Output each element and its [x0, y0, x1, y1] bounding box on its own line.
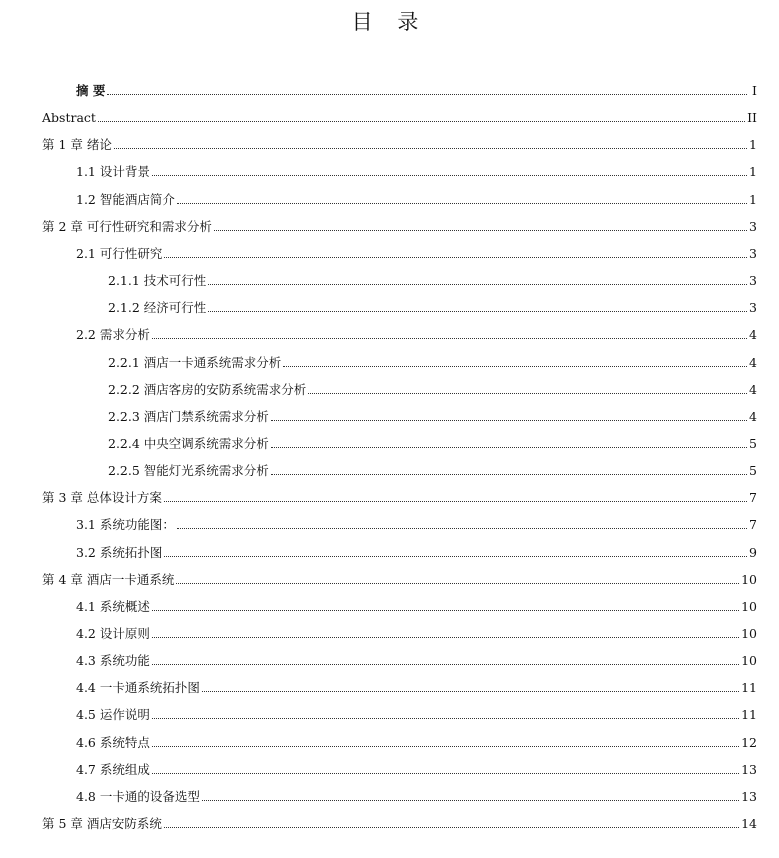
dot-leader — [152, 322, 747, 339]
dot-leader — [208, 295, 747, 312]
toc-entry-label: 4.4 一卡通系统拓扑图 — [76, 680, 200, 696]
toc-entry-page: 7 — [749, 490, 757, 506]
toc-entry-page: 1 — [749, 164, 757, 180]
dot-leader — [164, 485, 747, 502]
dot-leader — [176, 567, 739, 584]
toc-entry[interactable] — [76, 648, 757, 672]
toc-entry-label: 4.8 一卡通的设备选型 — [76, 788, 200, 804]
dot-leader — [107, 78, 747, 95]
dot-leader — [152, 702, 739, 719]
dot-leader — [152, 648, 739, 665]
dot-leader — [164, 241, 747, 258]
toc-entry[interactable] — [76, 78, 757, 102]
toc-entry-page: 10 — [741, 571, 757, 587]
toc-entry-page: 13 — [741, 788, 757, 804]
dot-leader — [164, 540, 747, 557]
toc-entry[interactable] — [76, 594, 757, 618]
toc-entry-label: 第 4 章 酒店一卡通系统 — [42, 571, 175, 587]
toc-entry[interactable] — [42, 811, 757, 835]
toc-entry[interactable] — [76, 702, 757, 726]
toc-entry[interactable] — [76, 322, 757, 346]
toc-entry[interactable] — [76, 540, 757, 564]
toc-entry-page: 5 — [749, 463, 757, 479]
dot-leader — [202, 784, 739, 801]
toc-entry-label: 1.2 智能酒店简介 — [76, 191, 175, 207]
toc-entry-label: 2.2.1 酒店一卡通系统需求分析 — [108, 354, 282, 370]
toc-entry-page: 7 — [749, 517, 757, 533]
toc-entry-page: 13 — [741, 761, 757, 777]
toc-entry[interactable] — [76, 730, 757, 754]
dot-leader — [308, 377, 747, 394]
dot-leader — [208, 268, 747, 285]
toc-entry-page: 12 — [741, 734, 757, 750]
toc-entry-label: 2.2.4 中央空调系统需求分析 — [108, 435, 269, 451]
toc-entry-page: I — [752, 83, 757, 98]
toc-entry-label: Abstract — [42, 110, 96, 126]
toc-entry-page: 9 — [749, 544, 757, 560]
toc-entry-label: 4.3 系统功能 — [76, 653, 150, 669]
toc-entry-page: 4 — [749, 381, 757, 397]
toc-entry-page: 10 — [741, 626, 757, 641]
toc-entry-label: 4.1 系统概述 — [76, 598, 150, 614]
toc-entry[interactable] — [42, 214, 757, 238]
toc-entry-label: 第 3 章 总体设计方案 — [42, 490, 162, 506]
toc-entry[interactable] — [42, 485, 757, 509]
toc-entry-label: 摘 要 — [76, 83, 106, 98]
toc-entry-label: 第 5 章 酒店安防系统 — [42, 816, 162, 832]
toc-entry-label: 4.5 运作说明 — [76, 707, 150, 723]
toc-entry-label: 2.1 可行性研究 — [76, 245, 163, 261]
dot-leader — [214, 214, 747, 231]
toc-entry-label: 第 1 章 绪论 — [42, 137, 112, 153]
dot-leader — [164, 811, 739, 828]
toc-entry-page: 10 — [741, 598, 757, 614]
toc-entry[interactable] — [76, 784, 757, 808]
dot-leader — [152, 621, 739, 638]
toc-entry[interactable] — [42, 132, 757, 156]
dot-leader — [271, 431, 747, 448]
toc-entry-page: 1 — [749, 191, 757, 207]
toc-entry[interactable] — [42, 567, 757, 591]
toc-entry-label: 2.2 需求分析 — [76, 327, 150, 343]
toc-entry-page: 11 — [741, 707, 757, 723]
toc-entry-page: 14 — [741, 816, 757, 832]
toc-entry-label: 1.1 设计背景 — [76, 164, 150, 180]
toc-entry-page: 3 — [749, 218, 757, 234]
page-title: 目 录 — [351, 10, 428, 34]
toc-entry[interactable] — [42, 105, 757, 129]
dot-leader — [152, 757, 739, 774]
toc-entry-page: 4 — [749, 408, 757, 424]
toc-entry-label: 4.2 设计原则 — [76, 626, 150, 641]
toc-entry-page: 10 — [741, 653, 757, 669]
toc-entry-label: 第 2 章 可行性研究和需求分析 — [42, 218, 212, 234]
toc-entry[interactable] — [76, 675, 757, 699]
toc-entry-label: 2.1.1 技术可行性 — [108, 273, 207, 289]
toc-entry-label: 2.2.5 智能灯光系统需求分析 — [108, 463, 269, 479]
toc-entry[interactable] — [108, 431, 757, 455]
dot-leader — [152, 159, 747, 176]
toc-entry[interactable] — [108, 404, 757, 428]
toc-entry[interactable] — [76, 512, 757, 536]
toc-entry[interactable] — [108, 458, 757, 482]
toc-entry[interactable] — [76, 187, 757, 211]
toc-entry-label: 2.1.2 经济可行性 — [108, 300, 207, 316]
toc-entry[interactable] — [108, 377, 757, 401]
dot-leader — [271, 404, 747, 421]
dot-leader — [202, 675, 739, 692]
toc-entry-page: 4 — [749, 327, 757, 343]
toc-entry[interactable] — [76, 159, 757, 183]
dot-leader — [152, 730, 739, 747]
toc-entry[interactable] — [76, 241, 757, 265]
dot-leader — [177, 187, 747, 204]
toc-entry-page: 3 — [749, 273, 757, 289]
toc-entry-page: 5 — [749, 435, 757, 451]
toc-entry-label: 3.2 系统拓扑图 — [76, 544, 163, 560]
dot-leader — [177, 512, 747, 529]
dot-leader — [271, 458, 747, 475]
toc-entry-label: 3.1 系统功能图： — [76, 517, 175, 533]
toc-entry-page: II — [747, 110, 757, 126]
toc-entry-label: 4.6 系统特点 — [76, 734, 150, 750]
toc-entry-page: 11 — [741, 680, 757, 696]
toc-entry-label: 4.7 系统组成 — [76, 761, 150, 777]
toc-entry[interactable] — [108, 350, 757, 374]
toc-entry[interactable] — [76, 621, 757, 645]
toc-entry-page: 1 — [749, 137, 757, 153]
toc-entry-label: 2.2.3 酒店门禁系统需求分析 — [108, 408, 269, 424]
toc-entry-page: 3 — [749, 245, 757, 261]
dot-leader — [152, 594, 739, 611]
dot-leader — [283, 350, 747, 367]
toc-entry-page: 4 — [749, 354, 757, 370]
dot-leader — [98, 105, 745, 122]
dot-leader — [114, 132, 747, 149]
toc-entry-page: 3 — [749, 300, 757, 316]
toc-entry-label: 2.2.2 酒店客房的安防系统需求分析 — [108, 381, 307, 397]
toc-entry[interactable] — [76, 757, 757, 781]
toc-entry[interactable] — [108, 268, 757, 292]
toc-entry[interactable] — [108, 295, 757, 319]
